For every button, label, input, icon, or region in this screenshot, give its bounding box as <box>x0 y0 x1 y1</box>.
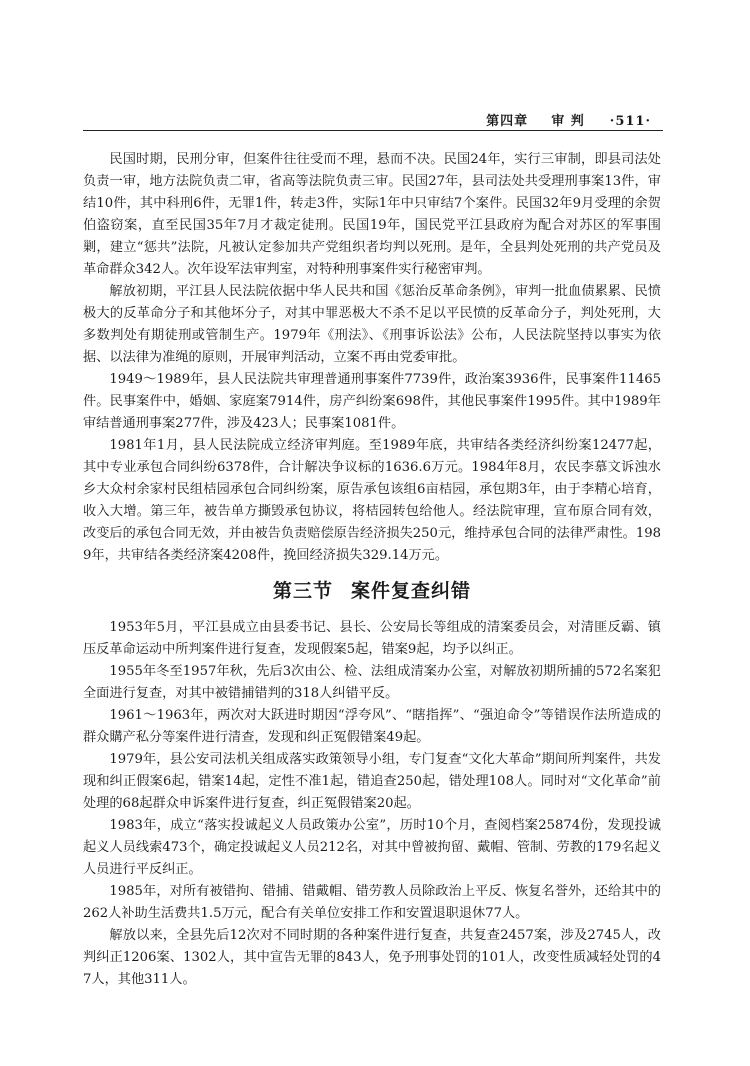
paragraph: 1979年，县公安司法机关组成落实政策领导小组，专门复查“文化大革命”期间所判案件，共发现和纠正假案6起，错案14起，定性不准1起，错追查250起，错处理108人。同时对“文化革命”前处理的68起群众申诉案件进行复查，纠正冤假错案20起。 <box>83 752 661 811</box>
section-number: 第三节 <box>272 580 333 602</box>
chapter-title: 审 判 <box>551 114 585 129</box>
paragraph: 1949～1989年，县人民法院共审理普通刑事案件7739件，政治案3936件，民事案件11465件。民事案件中，婚姻、家庭案7914件，房产纠纷案698件，其他民事案件1995件。其中1989年审结普通刑事案277件，涉及423人；民事案1081件。 <box>83 372 661 431</box>
section-heading <box>83 573 661 609</box>
paragraph: 解放初期，平江县人民法院依据中华人民共和国《惩治反革命条例》，审判一批血债累累、民愤极大的反革命分子和其他坏分子，对其中罪恶极大不杀不足以平民愤的反革命分子，判处死刑，大多数判处有期徒刑或管制生产。1979年《刑法》、《刑事诉讼法》公布，人民法院坚持以事实为依据、以法律为准绳的原则，开展审判活动，立案不再由党委审批。 <box>83 284 661 365</box>
chapter-label: 第四章 <box>486 114 529 129</box>
paragraph: 解放以来，全县先后12次对不同时期的各种案件进行复查，共复查2457案，涉及2745人，改判纠正1206案、1302人，其中宣告无罪的843人，免予刑事处罚的101人，改变性质减轻处罚的47人，其他311人。 <box>83 928 661 987</box>
paragraph: 1981年1月，县人民法院成立经济审判庭。至1989年底，共审结各类经济纠纷案12477起，其中专业承包合同纠纷6378件，合计解决争议标的1636.6万元。1984年8月，农民李慕文诉浊水乡大众村余家村民组桔园承包合同纠纷案，原告承包该组6亩桔园，承包期3年，由于李精心培育，收入大增。第三年，被告单方撕毁承包协议，将桔园转包给他人。经法院审理，宣布原合同有效，改变后的承包合同无效，并由被告负责赔偿原告经济损失250元，维持承包合同的法律严肃性。1989年，共审结各类经济案4208件，挽回经济损失329.14万元。 <box>83 438 661 563</box>
page-header <box>83 108 663 130</box>
paragraph: 1955年冬至1957年秋，先后3次由公、检、法组成清案办公室，对解放初期所捕的572名案犯全面进行复查，对其中被错捕错判的318人纠错平反。 <box>83 664 661 701</box>
page-body <box>83 149 661 991</box>
header-rule <box>83 130 663 131</box>
paragraph: 1985年，对所有被错拘、错捕、错戴帽、错劳教人员除政治上平反、恢复名誉外，还给其中的262人补助生活费共1.5万元，配合有关单位安排工作和安置退职退休77人。 <box>83 884 661 921</box>
paragraph: 民国时期，民刑分审，但案件往往受而不理，悬而不决。民国24年，实行三审制，即县司法处负责一审，地方法院负责二审，省高等法院负责三审。民国27年，县司法处共受理刑事案13件，审结10件，其中科刑6件，无罪1件，转走3件，实际1年中只审结7个案件。民国32年9月受理的余贺伯盗窃案，直至民国35年7月才裁定徒刑。民国19年，国民党平江县政府为配合对苏区的军事围剿，建立“惩共”法院，凡被认定参加共产党组织者均判以死刑。是年，全县判处死刑的共产党员及革命群众342人。次年设军法审判室，对特种刑事案件实行秘密审判。 <box>83 152 661 277</box>
paragraph: 1961～1963年，两次对大跃进时期因“浮夸风”、“瞎指挥”、“强迫命令”等错误作法所造成的群众購产私分等案件进行清查，发现和纠正冤假错案49起。 <box>83 708 661 745</box>
paragraph: 1983年，成立“落实投诚起义人员政策办公室”，历时10个月，查阅档案25874份，发现投诚起义人员线索473个，确定投诚起义人员212名，对其中曾被拘留、戴帽、管制、劳教的179名起义人员进行平反纠正。 <box>83 818 661 877</box>
running-head <box>486 110 651 129</box>
page-number: ·511· <box>609 114 651 129</box>
section-title: 案件复查纠错 <box>351 580 472 602</box>
paragraph: 1953年5月，平江县成立由县委书记、县长、公安局长等组成的清案委员会，对清匪反霸、镇压反革命运动中所判案件进行复查，发现假案5起，错案9起，均予以纠正。 <box>83 620 661 657</box>
